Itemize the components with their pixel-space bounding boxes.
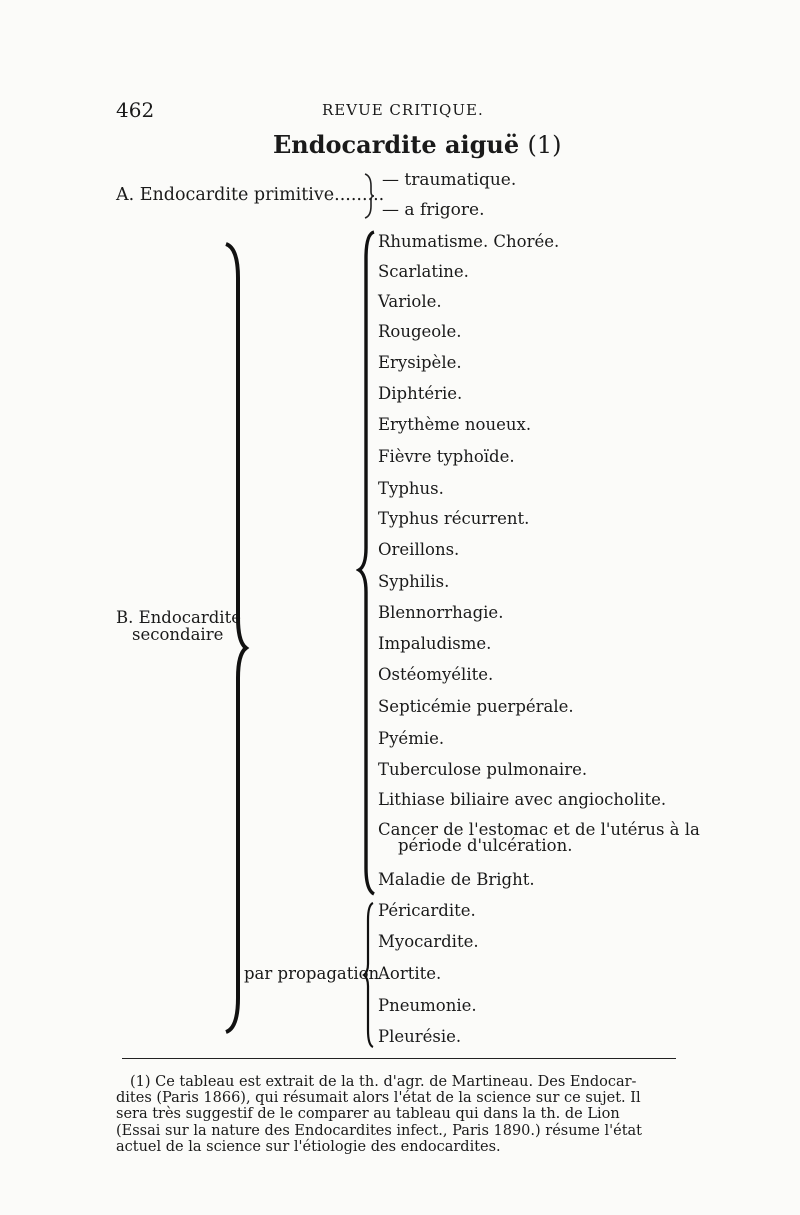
section-b-inner-brace <box>356 228 378 898</box>
etiology-item-syphilis: Syphilis. <box>378 572 450 591</box>
etiology-item-cancer <box>378 822 700 854</box>
etiology-item-septicemie: Septicémie puerpérale. <box>378 697 574 716</box>
etiology-item-osteomyelite: Ostéomyélite. <box>378 665 494 684</box>
title-text: Endocardite aiguë <box>273 130 520 159</box>
etiology-item-typhus-recurrent: Typhus récurrent. <box>378 509 530 528</box>
page-title <box>273 130 561 159</box>
section-a-label: A. Endocardite primitive......... <box>116 185 385 205</box>
footnote-line-2: dites (Paris 1866), qui résumait alors l'état de la science sur ce sujet. Il <box>116 1090 641 1107</box>
etiology-item-erysipele: Erysipèle. <box>378 353 462 372</box>
etiology-item-rhumatisme: Rhumatisme. Chorée. <box>378 232 560 251</box>
page-number: 462 <box>116 98 155 122</box>
section-a-item-traumatique: — traumatique. <box>382 170 517 190</box>
section-b-outer-brace <box>224 238 250 1038</box>
section-a-item-frigore: — a frigore. <box>382 200 485 220</box>
footnote-line-1: (1) Ce tableau est extrait de la th. d'agr. de Martineau. Des Endocar- <box>130 1074 637 1090</box>
etiology-item-impaludisme: Impaludisme. <box>378 634 492 653</box>
propagation-item-pleuresie: Pleurésie. <box>378 1027 462 1046</box>
section-a-brace <box>362 172 376 220</box>
etiology-item-fievre-typhoide: Fièvre typhoïde. <box>378 447 515 466</box>
title-note-ref: (1) <box>527 131 562 159</box>
etiology-item-blennorrhagie: Blennorrhagie. <box>378 603 504 622</box>
etiology-item-oreillons: Oreillons. <box>378 540 460 559</box>
etiology-item-scarlatine: Scarlatine. <box>378 262 469 281</box>
footnote-line-5: actuel de la science sur l'étiologie des endocardites. <box>116 1138 501 1155</box>
etiology-item-diphterie: Diphtérie. <box>378 384 463 403</box>
etiology-item-typhus: Typhus. <box>378 479 444 498</box>
footnote-line-4: (Essai sur la nature des Endocardites infect., Paris 1890.) résume l'état <box>116 1122 643 1139</box>
running-header: REVUE CRITIQUE. <box>322 101 484 119</box>
propagation-label: par propagation <box>244 964 380 983</box>
propagation-item-pneumonie: Pneumonie. <box>378 996 477 1015</box>
section-b-label <box>116 609 241 643</box>
etiology-item-pyemie: Pyémie. <box>378 729 445 748</box>
etiology-item-bright: Maladie de Bright. <box>378 870 535 889</box>
propagation-item-pericardite: Péricardite. <box>378 901 476 920</box>
etiology-item-rougeole: Rougeole. <box>378 322 462 341</box>
section-b-label-line1: B. Endocardite <box>116 608 241 627</box>
propagation-item-myocardite: Myocardite. <box>378 932 479 951</box>
etiology-item-cancer-line2: période d'ulcération. <box>398 836 573 855</box>
footnote-line-3: sera très suggestif de le comparer au tableau qui dans la th. de Lion <box>116 1106 620 1123</box>
etiology-item-erytheme: Erythème noueux. <box>378 415 532 434</box>
etiology-item-lithiase: Lithiase biliaire avec angiocholite. <box>378 790 667 809</box>
propagation-brace <box>362 900 376 1050</box>
section-b-label-line2: secondaire <box>132 625 224 644</box>
etiology-item-variole: Variole. <box>378 292 442 311</box>
footnote <box>116 1074 686 1155</box>
etiology-item-tuberculose: Tuberculose pulmonaire. <box>378 760 588 779</box>
propagation-item-aortite: Aortite. <box>378 964 442 983</box>
footnote-rule <box>122 1058 676 1059</box>
etiology-item-cancer-line1: Cancer de l'estomac et de l'utérus à la <box>378 820 700 839</box>
